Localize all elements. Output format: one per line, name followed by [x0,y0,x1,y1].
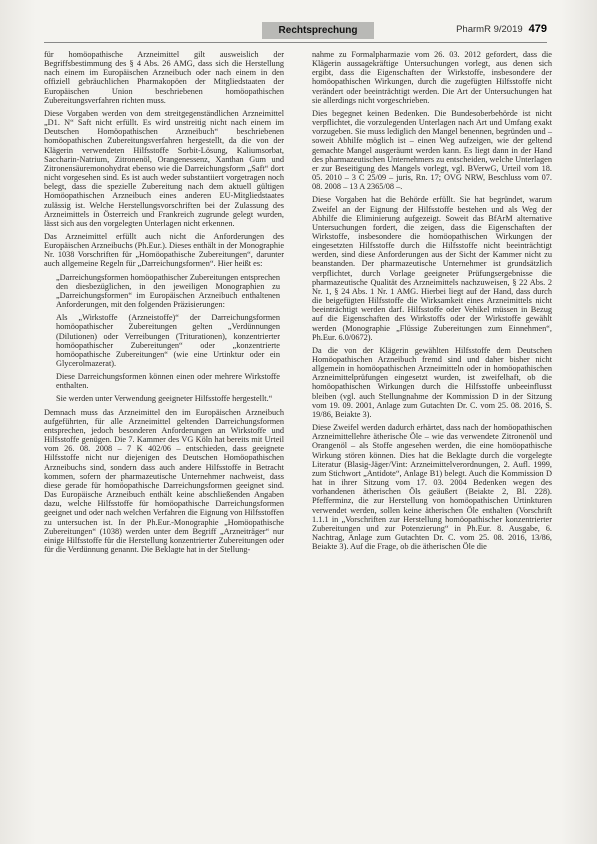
page-number: 479 [528,23,547,35]
page-header [44,22,547,42]
paragraph: für homöopathische Arzneimittel gilt ausweislich der Begriffsbestimmung des § 4 Abs. 26 AMG, dass sich die Herstellung nach einem im Europäischen Arzneibuch oder nach einem in den offiziell gebräuchlichen Pharmakopöen der Mitgliedstaaten der Europäischen Union beschriebenen homöopathischen Zubereitungsverfahren richten muss. [44,50,284,105]
paragraph: Diese Vorgaben hat die Behörde erfüllt. Sie hat begründet, warum Zweifel an der Eignung der Hilfsstoffe bestehen und als Weg der Abhilfe die Eliminierung aufgezeigt. Soweit das BfArM alternative Untersuchungen fordert, die zeigen, dass die Eigenschaften der Wirkstoffe, insbesondere die homöopathischen Wirkungen der eingesetzten Hilfsstoffe durch die Hilfsstoffe nicht beeinträchtigt werden, sind diese Anforderungen aus der Sicht der Kammer nicht zu beanstanden. Der pharmazeutische Unternehmer ist grundsätzlich verpflichtet, durch Vorlage geeigneter Prüfungsergebnisse die pharmazeutische Qualität des Arzneimittels nachzuweisen, § 22 Abs. 2 Nr. 1, § 24 Abs. 1 Nr. 1 AMG. Hierbei liegt auf der Hand, dass durch die beigefügten Hilfsstoffe die Wirksamkeit eines Arzneimittels nicht beeinträchtigt werden darf. Hilfsstoffe oder Vehikel müssen in Bezug auf die Eigenschaften des Wirkstoffs oder der Wirkstoffe gewählt werden (Monographie „Flüssige Zubereitungen zum Einnehmen“, Ph.Eur. 6.0/0672). [312,195,552,342]
left-column [44,50,284,558]
quote-paragraph: Sie werden unter Verwendung geeigneter Hilfsstoffe hergestellt.“ [56,394,273,404]
paragraph: Demnach muss das Arzneimittel den im Europäischen Arzneibuch aufgeführten, für alle Arzneimittel geltenden Darreichungsformen entsprechen, jedoch besonderen Anforderungen an Wirkstoffe und Hilfsstoffe genügen. Die 7. Kammer des VG Köln hat bereits mit Urteil vom 26. 08. 2008 – 7 K 402/06 – entschieden, dass geeignete Hilfsstoffe nicht nur diejenigen des Deutschen Homöopathischen Arzneibuchs sind, sondern dass auch andere Hilfsstoffe in Betracht kommen, sofern der pharmazeutische Unternehmer nachweist, dass diese gerade für homöopathische Darreichungsformen geeignet sind. Das Europäische Arzneibuch enthält keine abschließenden Angaben dazu, welche Hilfsstoffe für homöopathische Darreichungsformen geeignet und oder nach welchen Verfahren die Eignung von Hilfsstoffen zu untersuchen ist. In der Ph.Eur.-Monographie „Homöopathische Zubereitungen“ (1038) werden unter dem Begriff „Arzneiträger“ nur einige Hilfsstoffe für die Herstellung konzentrierter Zubereitungen oder für die Verdünnung genannt. Die Beklagte hat in der Stellung- [44,407,284,554]
issue-info [456,23,547,35]
section-label: Rechtsprechung [262,22,374,39]
right-column [312,50,552,555]
paragraph: Dies begegnet keinen Bedenken. Die Bundesoberbehörde ist nicht verpflichtet, die vorzulegenden Unterlagen nach Art und Umfang exakt vorzugeben. Sie muss lediglich den Mangel benennen, begründen und – soweit Abhilfe möglich ist – einen Weg aufzeigen, wie der geltend gemachte Mangel ausgeräumt werden kann. Es liegt dann in der Hand des pharmazeutischen Unternehmers zu entscheiden, welche Unterlagen er zur Beseitigung des Mangels vorlegt, vgl. BVerwG, Urteil vom 18. 05. 2010 – 3 C 25/09 – juris, Rn. 17; OVG NRW, Beschluss vom 07. 08. 2008 – 13 A 2365/08 –. [312,108,552,192]
paragraph: nahme zu Formalpharmazie vom 26. 03. 2012 gefordert, dass die Klägerin aussagekräftige Untersuchungen vorlegt, aus denen sich ergibt, dass die Eigenschaften der Wirkstoffe, insbesondere der homöopathischen Wirkungen, durch die zugefügten Hilfsstoffe nicht verändert oder beeinträchtigt werden. Die Art der Untersuchungen hat sie allerdings nicht vorgeschrieben. [312,50,552,105]
paragraph: Diese Zweifel werden dadurch erhärtet, dass nach der homöopathischen Arzneimittellehre ätherische Öle – wie das verwendete Zitronenöl und Orangenöl – als Stoffe angesehen werden, die eine homöopathische Wirkung stören können. Dies hat die Beklagte durch die vorgelegte Literatur (Blasig-Jäger/Vint: Arzneimittelverordnungen, 2. Aufl. 1999, zum Stichwort „Antidote“, Anlage B1) belegt. Auch die Kommission D hat in ihrer Sitzung vom 17. 03. 2004 Bedenken wegen des vorhandenen ätherischen Öls geäußert (Beiakte 2, Bl. 228). Pfefferminz, die zur Herstellung von homöopathischen Urtinkturen verwendet werden, sollen keine ätherischen Öle enthalten (Vorschrift 1.1.1 in „Vorschriften zur Herstellung homöopathischer konzentrierter Zubereitungen und zur Potenzierung“ in Ph.Eur. 8. Ausgabe, 6. Nachtrag, Anlage zum Gutachten Dr. C. vom 25. 08. 2016, 13/86, Beiakte 3). Auf die Frage, ob die ätherischen Öle die [312,423,552,552]
paragraph: Diese Vorgaben werden von dem streitgegenständlichen Arzneimittel „D1. N“ Saft nicht erfüllt. Es wird unstreitig nicht nach einem im Deutschen Homöopathischen Arzneibuch“ beschriebenen homöopathischen Zubereitungsverfahren hergestellt, da die von der Klägerin verwendeten Hilfsstoffe Sorbit-Lösung, Kaliumsorbat, Saccharin-Natrium, Zitronenöl, Orangenessenz, Xanthan Gum und Zitronensäuremonohydrat ebenso wie die Darreichungsform „Saft“ dort nicht vorgesehen sind. Es ist auch weder substantiiert vorgetragen noch belegt, dass die spezielle Zubereitung nach dem aktuell gültigen Homöopathischen Arzneibuch eines anderen EU-Mitgliedstaates zulässig ist. Welche Herstellungsvorschriften bei der Zulassung des Arzneimittels in Österreich und Frankreich zugrunde gelegt wurden, lässt sich aus den vorgelegten Unterlagen nicht erkennen. [44,108,284,228]
header-rule [44,42,547,43]
paragraph: Da die von der Klägerin gewählten Hilfsstoffe dem Deutschen Homöopathischen Arzneibuch fremd sind und daher bisher nicht allgemein in homöopathischen Arzneimitteln oder in homöopathischen Arzneimittelprüfungen eingesetzt wurden, ist zweifelhaft, ob die homöopathischen Wirkungen durch die Hilfsstoffe unbeeinflusst bleiben (vgl. auch Stellungnahme der Kommission D in der Sitzung vom 19. 09. 2001, Anlage zum Gutachten Dr. C. vom 25. 08. 2016, S. 19/86, Beiakte 3). [312,345,552,419]
quote-paragraph: Als „Wirkstoffe (Arzneistoffe)“ der Darreichungsformen homöopathischer Zubereitungen gelten „Verdünnungen (Dilutionen) oder Verreibungen (Triturationen), konzentrierter homöopathischer Zubereitungen“ oder „konzentrierte homöopathische Zubereitungen“ (wie eine Urtinktur oder ein Glycerolmazerat). [56,313,280,368]
journal-issue: PharmR 9/2019 [456,24,523,35]
quote-paragraph: Diese Darreichungsformen können einen oder mehrere Wirkstoffe enthalten. [56,372,280,391]
quote-paragraph: „Darreichungsformen homöopathischer Zubereitungen entsprechen den diesbezüglichen, in den jeweiligen Monographien zu „Darreichungsformen“ im Europäischen Arzneibuch enthaltenen Anforderungen, mit den folgenden Präzisierungen: [56,272,280,310]
paragraph: Das Arzneimittel erfüllt auch nicht die Anforderungen des Europäischen Arzneibuchs (Ph.Eur.). Dieses enthält in der Monographie Nr. 1038 Vorschriften für „Homöopathische Zubereitungen“, darunter auch allgemeine Regeln für „Darreichungsformen“. Hier heißt es: [44,231,284,269]
